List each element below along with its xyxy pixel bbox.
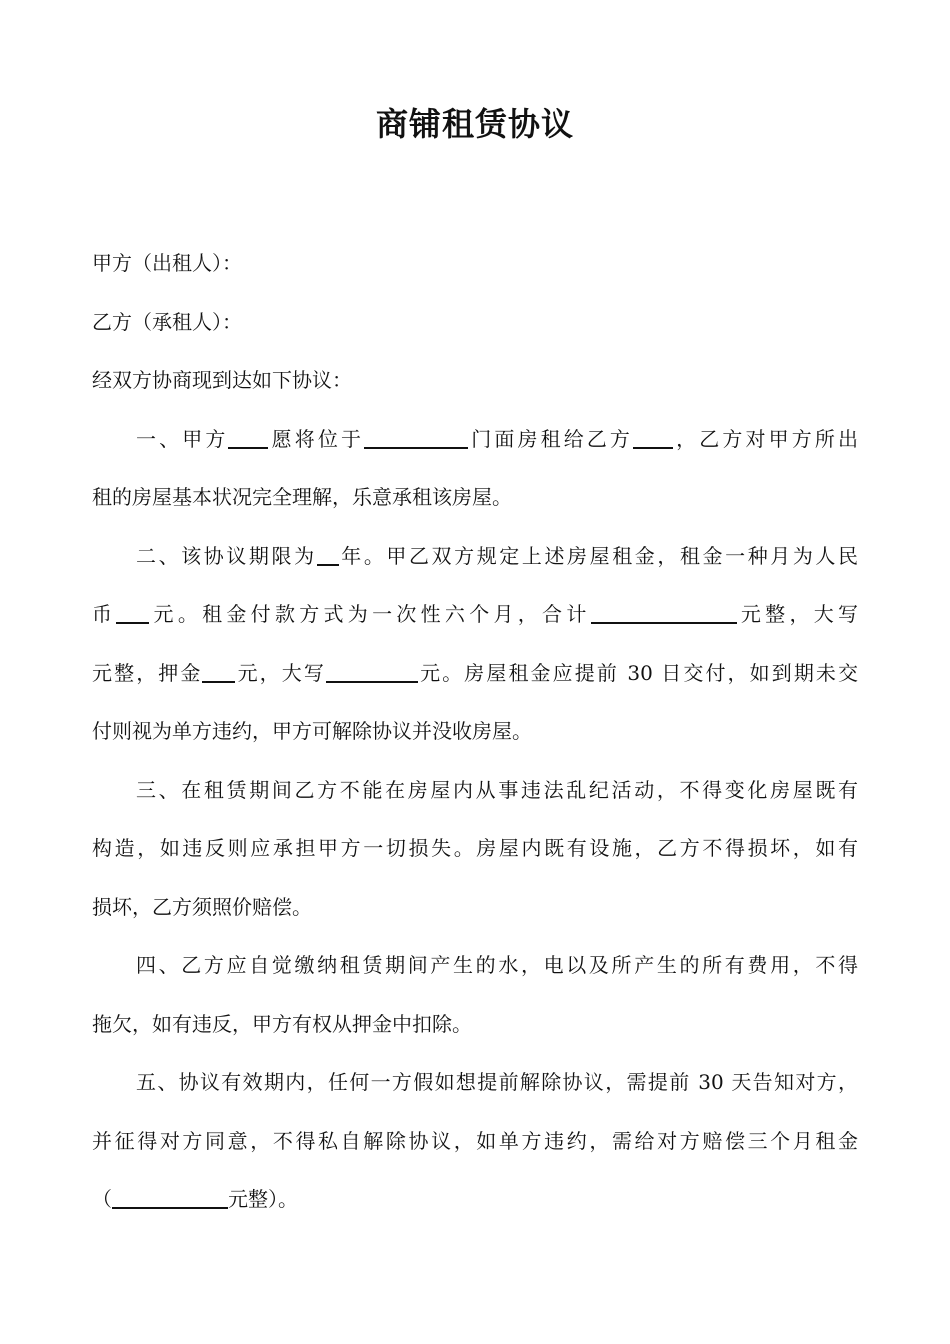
clause-1-text: 一、甲方 [136,426,229,451]
clause-2-text: 年。甲乙双方规定上述房屋租金，租金一种月为人民 [338,543,859,568]
clause-2-text: 元。房屋租金应提前 30 日交付，如到期未交 [417,660,859,685]
clause-1-line-1 [92,417,858,476]
intro-line: 经双方协商现到达如下协议： [92,368,352,392]
clause-2-text: 币 [92,602,117,626]
clause-2-text: 元。租金付款方式为一次性六个月，合计 [149,602,591,626]
clause-5-text: 元整）。 [228,1187,298,1211]
clause-2-text: 元，大写 [235,660,326,685]
document-body [92,241,858,1236]
clause-3-line-1: 三、在租赁期间乙方不能在房屋内从事违法乱纪活动，不得变化房屋既有 [136,777,858,802]
clause-1-text: 愿将位于 [268,426,365,451]
clause-2-text: 元整，押金 [92,660,203,685]
clause-2-line-2 [92,592,858,651]
clause-2-line-3 [92,651,858,710]
clause-5-line-1: 五、协议有效期内，任何一方假如想提前解除协议，需提前 30 天告知对方， [136,1070,858,1094]
party-a-line: 甲方（出租人）： [92,251,242,275]
document-title: 商铺租赁协议 [375,105,574,143]
clause-4-line-1: 四、乙方应自觉缴纳租赁期间产生的水，电以及所产生的所有费用，不得 [136,953,858,977]
clause-2-line-4: 付则视为单方违约，甲方可解除协议并没收房屋。 [92,719,532,743]
blank-field [228,425,268,449]
blank-field [633,425,673,449]
clause-2-text: 元整，大写 [736,602,859,626]
party-b-line: 乙方（承租人）： [92,309,242,334]
clause-5-line-2: 并征得对方同意，不得私自解除协议，如单方违约，需给对方赔偿三个月租金 [92,1128,858,1153]
blank-field [591,600,737,624]
clause-5-line-3 [92,1177,858,1236]
blank-field [112,1185,228,1209]
clause-2-text: 二、该协议期限为 [136,543,317,568]
clause-1-text: 门面房租给乙方 [468,426,634,451]
clause-1-text: ，乙方对甲方所出 [673,426,859,451]
clause-2-line-1 [92,534,858,593]
blank-field [317,542,339,566]
blank-field [116,600,149,624]
clause-5-text: （ [92,1187,112,1211]
blank-field [202,659,235,683]
clause-3-line-2: 构造，如违反则应承担甲方一切损失。房屋内既有设施，乙方不得损坏，如有 [92,836,858,860]
clause-1-line-2: 租的房屋基本状况完全理解，乐意承租该房屋。 [92,485,512,509]
clause-3-line-3: 损坏，乙方须照价赔偿。 [92,894,312,919]
blank-field [364,425,468,449]
blank-field [326,659,418,683]
clause-4-line-2: 拖欠，如有违反，甲方有权从押金中扣除。 [92,1011,472,1036]
